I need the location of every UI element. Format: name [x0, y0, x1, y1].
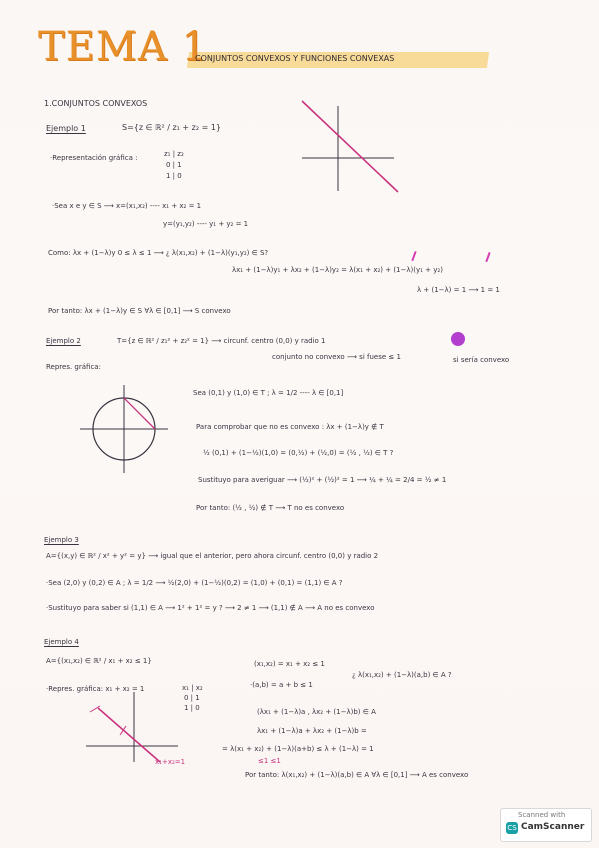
conclusion-1: Por tanto: λx + (1−λ)y ∈ S ∀λ ∈ [0,1] ⟶ S convexo: [48, 307, 231, 315]
circle-graph: [78, 383, 170, 475]
example-2-label: Ejemplo 2: [46, 337, 81, 345]
rep-label-4: ·Repres. gráfica: x₁ + x₂ = 1: [46, 685, 145, 693]
cond-3: ¿ λ(x₁,x₂) + (1−λ)(a,b) ∈ A ?: [352, 671, 452, 679]
camscanner-brand: CamScanner: [521, 822, 585, 832]
example-3-label: Ejemplo 3: [44, 536, 79, 544]
calc-line: ½ (0,1) + (1−½)(1,0) = (0,½) + (½,0) = (½ , ½) ∈ T ?: [203, 449, 394, 457]
scanned-with-text: Scanned with: [518, 811, 566, 819]
example-2-set: T={z ∈ ℝ² / z₁² + z₂² = 1} ⟶ circunf. centro (0,0) y radio 1: [117, 337, 326, 345]
chapter-title: CONJUNTOS CONVEXOS Y FUNCIONES CONVEXAS: [195, 54, 395, 63]
como-line: Como: λx + (1−λ)y 0 ≤ λ ≤ 1 ⟶ ¿ λ(x₁,x₂) + (1−λ)(y₁,y₂) ∈ S?: [48, 249, 269, 257]
sea-line-2: y=(y₁,y₂) ---- y₁ + y₂ = 1: [163, 220, 249, 228]
cond-2: ·(a,b) = a + b ≤ 1: [250, 681, 313, 689]
expand-line: λx₁ + (1−λ)y₁ + λx₂ + (1−λ)y₂ = λ(x₁ + x₂) + (1−λ)(y₁ + y₂): [232, 266, 443, 274]
sust-line: Sustituyo para averiguar ⟶ (½)² + (½)² = 1 ⟶ ¼ + ¼ = 2/4 = ½ ≠ 1: [198, 476, 447, 484]
table-header-4: x₁ | x₂: [182, 684, 203, 692]
example-3-sea: ·Sea (2,0) y (0,2) ∈ A ; λ = 1/2 ⟶ ½(2,0) + (1−½)(0,2) = (1,0) + (0,1) = (1,1) ∈ A ?: [46, 579, 343, 587]
cancel-mark: [485, 252, 490, 262]
example-1-label: Ejemplo 1: [46, 124, 86, 133]
cond-7: ≤1 ≤1: [258, 757, 281, 765]
result-line: λ + (1−λ) = 1 ⟶ 1 = 1: [417, 286, 500, 294]
tema-title: TEMA 1: [38, 24, 208, 70]
camscanner-logo-icon: CS: [507, 824, 517, 832]
para-line: Para comprobar que no es convexo : λx + (1−λ)y ∉ T: [196, 423, 384, 431]
example-1-set: S={z ∈ ℝ² / z₁ + z₂ = 1}: [122, 123, 222, 132]
cond-6: = λ(x₁ + x₂) + (1−λ)(a+b) ≤ λ + (1−λ) = 1: [222, 745, 374, 753]
cancel-mark: [411, 251, 416, 261]
line-label: x₁+x₂=1: [155, 758, 186, 766]
table-row: 1 | 0: [166, 172, 182, 180]
sea-line-2b: Sea (0,1) y (1,0) ∈ T ; λ = 1/2 ---- λ ∈ [0,1]: [193, 389, 344, 397]
conclusion-4: Por tanto: λ(x₁,x₂) + (1−λ)(a,b) ∈ A ∀λ ∈ [0,1] ⟶ A es convexo: [245, 771, 469, 779]
example-2-note: conjunto no convexo ⟶ si fuese ≤ 1: [272, 353, 401, 361]
section-heading: 1.CONJUNTOS CONVEXOS: [44, 99, 148, 108]
table-header: z₁ | z₂: [164, 150, 184, 158]
example-2-note-2: si sería convexo: [453, 356, 510, 364]
rep-label: ·Representación gráfica :: [50, 154, 138, 162]
cond-5: λx₁ + (1−λ)a + λx₂ + (1−λ)b =: [257, 727, 367, 735]
cond-4: (λx₁ + (1−λ)a , λx₂ + (1−λ)b) ∈ A: [257, 708, 376, 716]
table-row: 0 | 1: [166, 161, 182, 169]
example-4-label: Ejemplo 4: [44, 638, 79, 646]
example-3-set: A={(x,y) ∈ ℝ² / x² + y² = y} ⟶ igual que el anterior, pero ahora circunf. centro (0,0) y radio 2: [46, 552, 379, 560]
conclusion-2: Por tanto: (½ , ½) ∉ T ⟶ T no es convexo: [196, 504, 345, 512]
table-row-4: 0 | 1: [184, 694, 200, 702]
cond-1: (x₁,x₂) = x₁ + x₂ ≤ 1: [254, 660, 325, 668]
example-4-set: A={(x₁,x₂) ∈ ℝ² / x₁ + x₂ ≤ 1}: [46, 657, 152, 665]
graph-line-1: [294, 96, 404, 201]
sea-line: ·Sea x e y ∈ S ⟶ x=(x₁,x₂) ---- x₁ + x₂ = 1: [52, 202, 202, 210]
table-row-4: 1 | 0: [184, 704, 200, 712]
convex-disc-icon: [451, 332, 465, 346]
rep-label-2: Repres. gráfica:: [46, 363, 101, 371]
example-3-sust: ·Sustituyo para saber si (1,1) ∈ A ⟶ 1² + 1² = y ? ⟶ 2 ≠ 1 ⟶ (1,1) ∉ A ⟶ A no es convexo: [46, 604, 375, 612]
